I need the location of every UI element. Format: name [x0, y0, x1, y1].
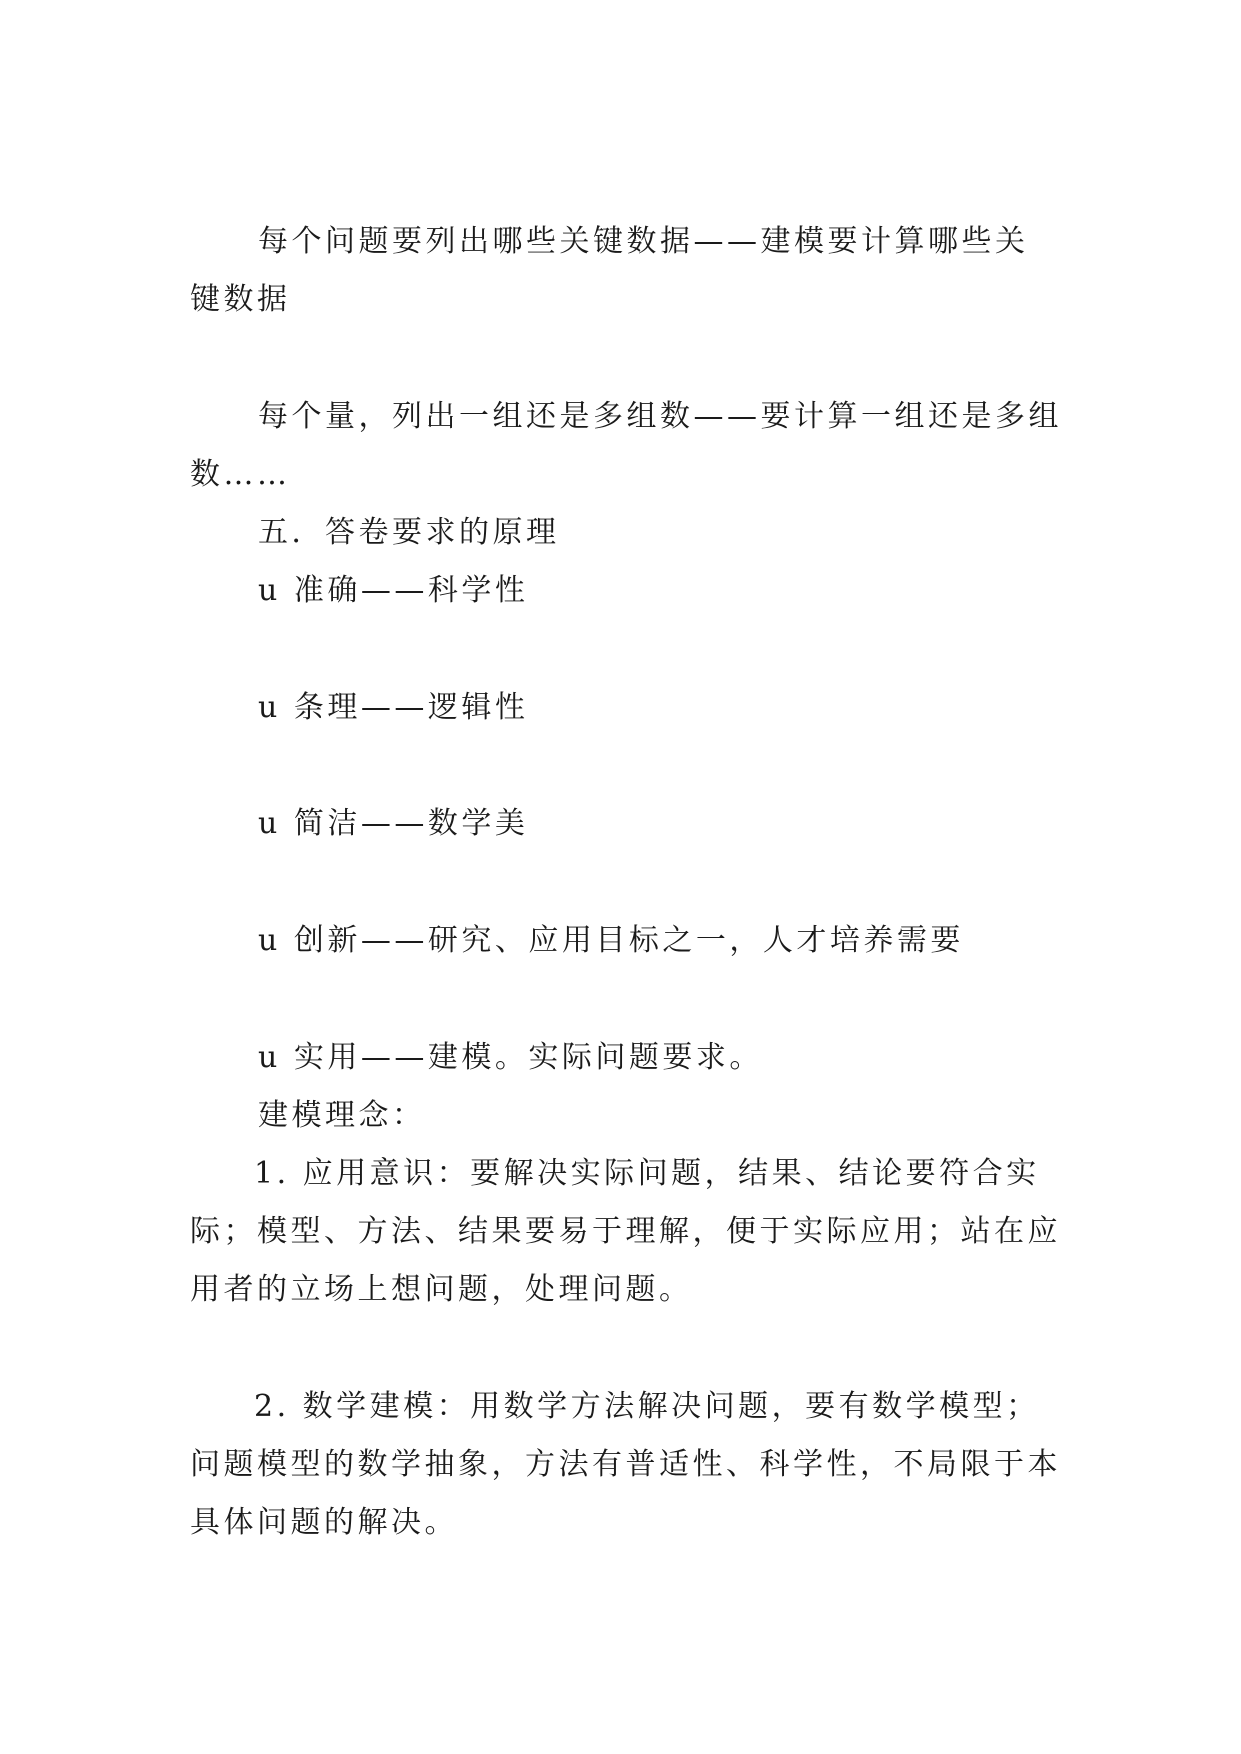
item-2-line-2: 问题模型的数学抽象，方法有普适性、科学性，不局限于本 — [190, 1447, 1061, 1482]
paragraph-2-line-2: 数…… — [190, 457, 291, 492]
bullet-item-innovation: u 创新——研究、应用目标之一，人才培养需要 — [258, 923, 964, 958]
paragraph-2-line-1: 每个量，列出一组还是多组数——要计算一组还是多组 — [258, 399, 1062, 434]
item-1-line-2: 际；模型、方法、结果要易于理解，便于实际应用；站在应 — [190, 1214, 1061, 1249]
bullet-item-practicality: u 实用——建模。实际问题要求。 — [258, 1040, 763, 1075]
bullet-item-organization: u 条理——逻辑性 — [258, 690, 529, 725]
bullet-item-accuracy: u 准确——科学性 — [258, 573, 529, 608]
bullet-item-conciseness: u 简洁——数学美 — [258, 806, 529, 841]
item-1-line-3: 用者的立场上想问题，处理问题。 — [190, 1272, 693, 1307]
item-2-line-3: 具体问题的解决。 — [190, 1505, 458, 1540]
concept-heading: 建模理念： — [258, 1098, 426, 1133]
item-2-line-1: 2. 数学建模：用数学方法解决问题，要有数学模型； — [254, 1389, 1040, 1424]
paragraph-1-line-2: 键数据 — [190, 282, 291, 317]
section-heading: 五．答卷要求的原理 — [258, 515, 560, 550]
paragraph-1-line-1: 每个问题要列出哪些关键数据——建模要计算哪些关 — [258, 224, 1029, 259]
item-1-line-1: 1. 应用意识：要解决实际问题，结果、结论要符合实 — [254, 1156, 1040, 1191]
